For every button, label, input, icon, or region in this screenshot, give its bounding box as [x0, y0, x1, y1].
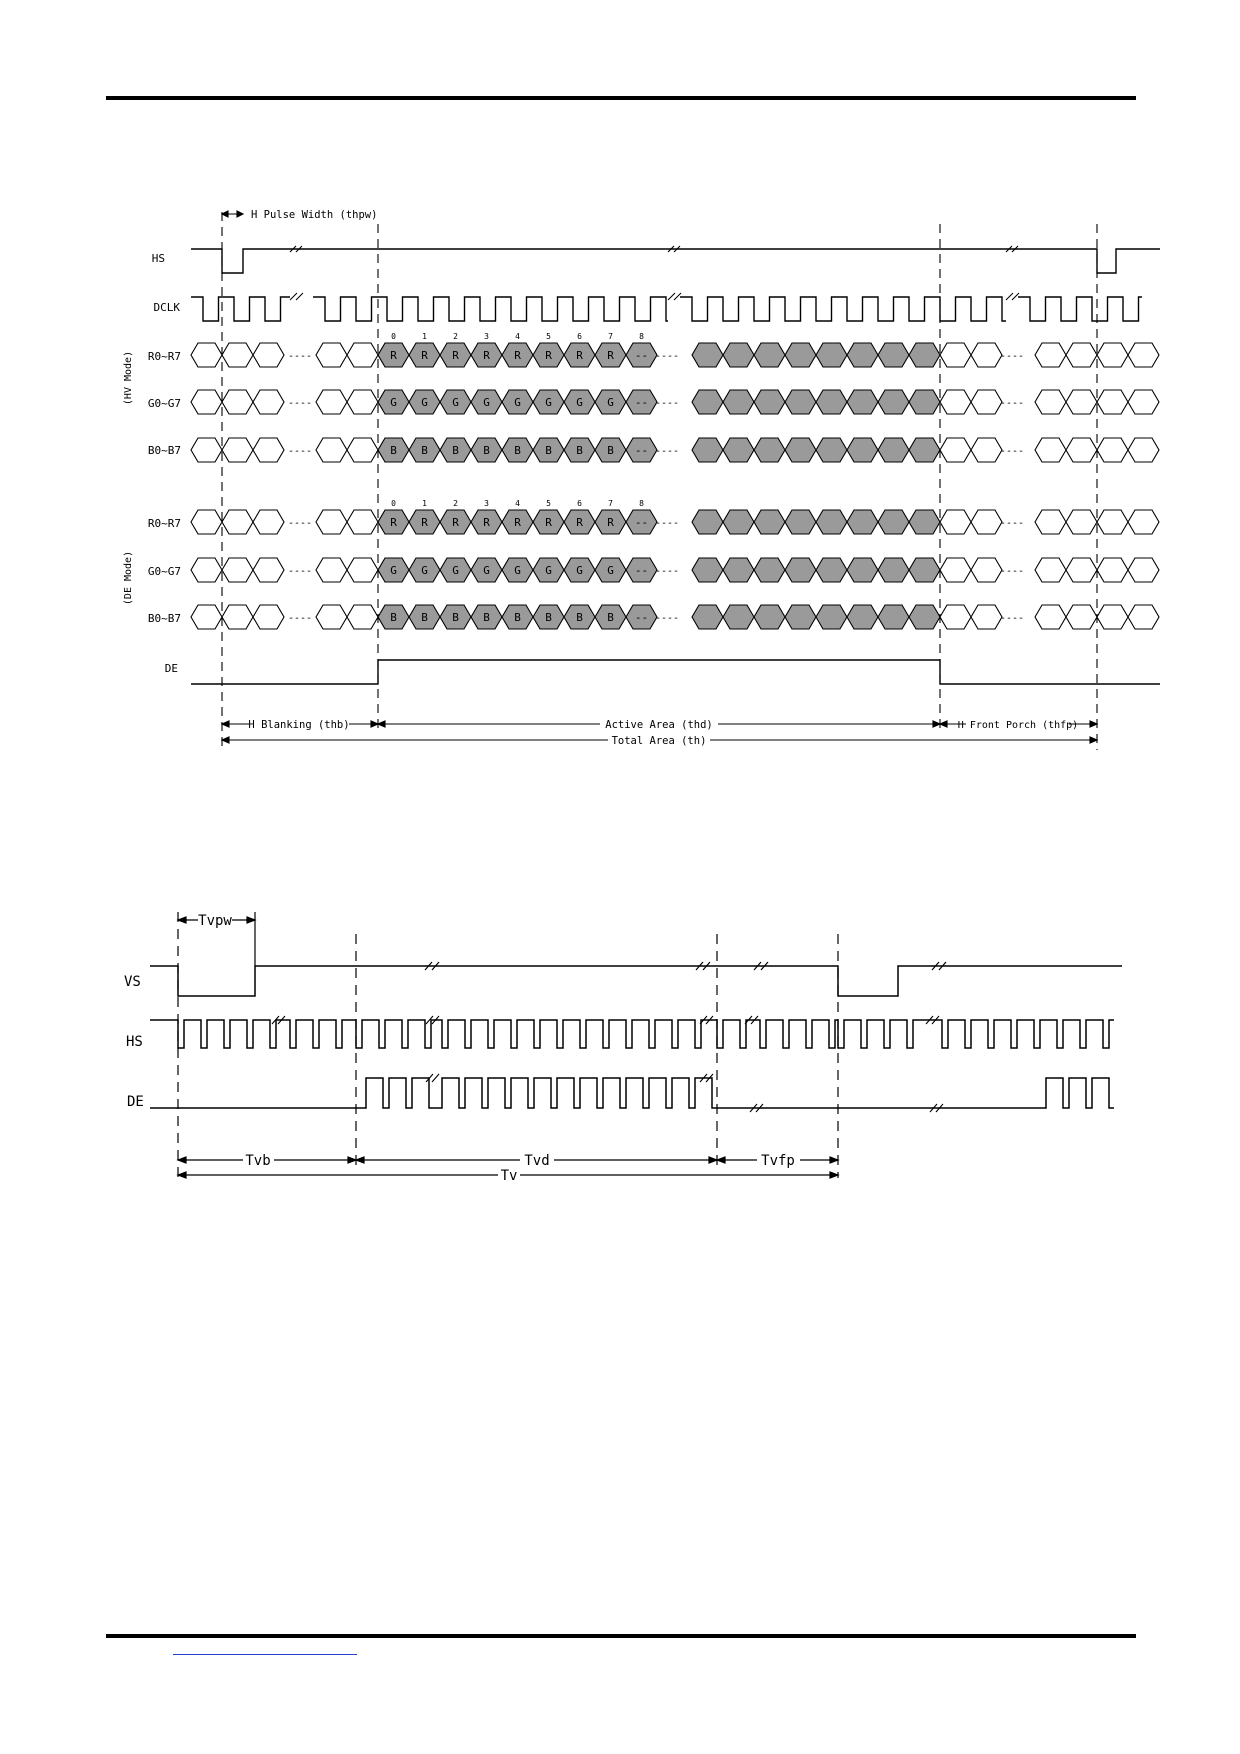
- active-cell: [785, 343, 816, 367]
- blank-cell: [316, 438, 347, 462]
- active-cell: [909, 558, 940, 582]
- tvb-label: Tvb: [245, 1153, 271, 1169]
- blank-cell: [347, 438, 378, 462]
- blank-cell: [253, 510, 284, 534]
- vertical-timing-diagram: [124, 912, 1122, 1184]
- blank-cell: [1035, 343, 1066, 367]
- blank-cell: [347, 558, 378, 582]
- active-cell-label: G: [576, 396, 583, 409]
- active-cell-label: G: [545, 564, 552, 577]
- active-cell-label: R: [452, 516, 459, 529]
- pulse-width-annotation: [222, 209, 377, 221]
- active-cell-label: B: [390, 611, 397, 624]
- blank-cell: [1035, 438, 1066, 462]
- vertical-dimension-lines: [178, 1153, 838, 1184]
- blank-cell: [1128, 510, 1159, 534]
- active-cell-label: R: [576, 349, 583, 362]
- blanking-label: H Blanking (thb): [248, 719, 350, 731]
- de-mode-group-label: (DE Mode): [123, 550, 134, 606]
- horizontal-dimension-lines: [222, 719, 1097, 747]
- blank-cell: [191, 558, 222, 582]
- vs-signal-label: VS: [124, 974, 141, 990]
- pixel-index-label: 6: [577, 499, 582, 508]
- active-cell: [878, 390, 909, 414]
- active-cell: [723, 558, 754, 582]
- active-cell-label: B: [452, 444, 459, 457]
- blank-cell: [222, 510, 253, 534]
- blank-cell: [940, 438, 971, 462]
- blank-cell: [1097, 510, 1128, 534]
- active-cell-label: G: [607, 396, 614, 409]
- active-cell-label: B: [390, 444, 397, 457]
- active-cell-label: B: [545, 611, 552, 624]
- active-cell-label: B: [607, 444, 614, 457]
- bus-ellipsis: ----: [999, 446, 1025, 457]
- pixel-index-label: 1: [422, 332, 427, 341]
- blank-cell: [940, 558, 971, 582]
- blank-cell: [940, 605, 971, 629]
- blank-cell: [316, 605, 347, 629]
- blank-cell: [191, 390, 222, 414]
- active-cell-label: G: [545, 396, 552, 409]
- bus-ellipsis: ----: [999, 351, 1025, 362]
- bus-ellipsis: ----: [654, 351, 680, 362]
- active-cell-label: G: [452, 396, 459, 409]
- blank-cell: [971, 438, 1002, 462]
- active-cell: [754, 510, 785, 534]
- hv-r-label: R0~R7: [147, 350, 181, 363]
- tv-label: Tv: [500, 1168, 518, 1184]
- active-cell: [723, 605, 754, 629]
- active-cell: [878, 605, 909, 629]
- active-cell: [785, 390, 816, 414]
- active-cell-label: G: [576, 564, 583, 577]
- active-cell-label: G: [390, 396, 397, 409]
- active-cell-label: B: [576, 611, 583, 624]
- active-cell-label: B: [452, 611, 459, 624]
- active-cell: [692, 390, 723, 414]
- pixel-index-label: 8: [639, 332, 644, 341]
- active-cell-label: G: [452, 564, 459, 577]
- dclk-segment: [313, 297, 668, 321]
- active-cell: [878, 343, 909, 367]
- blank-cell: [1128, 390, 1159, 414]
- pixel-index-label: 7: [608, 332, 613, 341]
- active-cell-label: --: [634, 516, 649, 529]
- active-cell-label: R: [545, 349, 552, 362]
- active-cell: [785, 438, 816, 462]
- blank-cell: [1035, 510, 1066, 534]
- pixel-index-label: 6: [577, 332, 582, 341]
- active-cell: [723, 510, 754, 534]
- active-cell: [816, 343, 847, 367]
- hs-signal-label: HS: [151, 252, 165, 265]
- blank-cell: [316, 510, 347, 534]
- active-cell-label: R: [607, 516, 614, 529]
- active-cell-label: --: [634, 611, 649, 624]
- active-cell-label: B: [483, 444, 490, 457]
- active-cell: [754, 558, 785, 582]
- de-signal-label: DE: [164, 662, 178, 675]
- active-cell-label: G: [483, 564, 490, 577]
- blank-cell: [316, 558, 347, 582]
- bus-ellipsis: ----: [287, 398, 313, 409]
- active-cell-label: B: [514, 611, 521, 624]
- pixel-index-label: 3: [484, 499, 489, 508]
- blank-cell: [971, 510, 1002, 534]
- pixel-index-label: 7: [608, 499, 613, 508]
- blank-cell: [222, 438, 253, 462]
- bus-ellipsis: ----: [654, 518, 680, 529]
- pixel-index-label: 2: [453, 499, 458, 508]
- tvpw-label: Tvpw: [198, 913, 232, 929]
- pixel-index-label: 2: [453, 332, 458, 341]
- active-cell-label: R: [514, 516, 521, 529]
- blank-cell: [347, 390, 378, 414]
- active-cell-label: R: [483, 349, 490, 362]
- dclk-break-mark: [668, 293, 681, 300]
- blank-cell: [191, 510, 222, 534]
- pixel-index-label: 0: [391, 332, 396, 341]
- bus-ellipsis: ----: [287, 351, 313, 362]
- blank-cell: [940, 390, 971, 414]
- active-cell-label: B: [483, 611, 490, 624]
- active-cell-label: G: [421, 396, 428, 409]
- pixel-index-label: 4: [515, 499, 520, 508]
- active-cell-label: B: [421, 611, 428, 624]
- active-cell-label: B: [545, 444, 552, 457]
- bus-ellipsis: ----: [654, 566, 680, 577]
- blank-cell: [191, 343, 222, 367]
- blank-cell: [316, 390, 347, 414]
- active-cell: [909, 390, 940, 414]
- active-cell: [847, 510, 878, 534]
- dclk-signal-label: DCLK: [153, 301, 180, 314]
- tvfp-label: Tvfp: [761, 1153, 795, 1169]
- dclk-segment: [191, 297, 290, 321]
- de-waveform: [191, 660, 1160, 684]
- active-area-label: Active Area (thd): [605, 719, 713, 731]
- pixel-index-label: 5: [546, 332, 551, 341]
- tvd-label: Tvd: [524, 1153, 550, 1169]
- de-b-label: B0~B7: [147, 612, 181, 625]
- active-cell-label: B: [514, 444, 521, 457]
- pixel-index-label: 8: [639, 499, 644, 508]
- bus-ellipsis: ----: [287, 518, 313, 529]
- active-cell: [878, 510, 909, 534]
- blank-cell: [1097, 438, 1128, 462]
- active-cell-label: R: [452, 349, 459, 362]
- active-cell: [723, 438, 754, 462]
- blank-cell: [1035, 605, 1066, 629]
- vs-hs-waveform: [150, 1016, 1114, 1048]
- active-cell-label: B: [576, 444, 583, 457]
- blank-cell: [1066, 343, 1097, 367]
- blank-cell: [1066, 390, 1097, 414]
- active-cell-label: --: [634, 564, 649, 577]
- front-porch-label: H Front Porch (thfp): [957, 720, 1079, 731]
- active-cell: [816, 438, 847, 462]
- active-cell: [692, 605, 723, 629]
- active-cell: [816, 510, 847, 534]
- pixel-index-label: 3: [484, 332, 489, 341]
- total-area-label: Total Area (th): [611, 735, 707, 747]
- blank-cell: [316, 343, 347, 367]
- horizontal-reference-lines: [222, 212, 1097, 750]
- blank-cell: [222, 343, 253, 367]
- active-cell: [692, 438, 723, 462]
- blank-cell: [971, 343, 1002, 367]
- active-cell: [847, 390, 878, 414]
- active-cell: [692, 510, 723, 534]
- bus-ellipsis: ----: [287, 613, 313, 624]
- blank-cell: [1097, 343, 1128, 367]
- pixel-index-label: 0: [391, 499, 396, 508]
- active-cell: [785, 510, 816, 534]
- active-cell-label: R: [607, 349, 614, 362]
- blank-cell: [253, 343, 284, 367]
- blank-cell: [1035, 558, 1066, 582]
- blank-cell: [1097, 605, 1128, 629]
- active-cell-label: G: [514, 396, 521, 409]
- blank-cell: [222, 390, 253, 414]
- vertical-reference-lines: [178, 912, 838, 1178]
- blank-cell: [940, 343, 971, 367]
- blank-cell: [347, 343, 378, 367]
- blank-cell: [253, 438, 284, 462]
- dclk-segment: [1018, 297, 1142, 321]
- active-cell: [785, 605, 816, 629]
- bus-ellipsis: ----: [999, 518, 1025, 529]
- vs-waveform: [150, 966, 1122, 996]
- active-cell: [909, 605, 940, 629]
- pixel-index-label: 4: [515, 332, 520, 341]
- active-cell: [723, 343, 754, 367]
- active-cell-label: R: [576, 516, 583, 529]
- data-bus-rows: [191, 332, 1159, 629]
- bus-ellipsis: ----: [999, 566, 1025, 577]
- blank-cell: [1128, 558, 1159, 582]
- active-cell: [754, 343, 785, 367]
- dclk-break-mark: [1006, 293, 1019, 300]
- active-cell-label: R: [390, 349, 397, 362]
- active-cell-label: R: [421, 349, 428, 362]
- blank-cell: [1035, 390, 1066, 414]
- de-g-label: G0~G7: [147, 565, 181, 578]
- blank-cell: [253, 390, 284, 414]
- active-cell: [847, 343, 878, 367]
- pixel-index-label: 1: [422, 499, 427, 508]
- blank-cell: [1066, 558, 1097, 582]
- active-cell-label: --: [634, 396, 649, 409]
- bus-ellipsis: ----: [654, 613, 680, 624]
- blank-cell: [222, 558, 253, 582]
- active-cell-label: B: [421, 444, 428, 457]
- vs-de-signal-label: DE: [127, 1094, 144, 1110]
- blank-cell: [1066, 605, 1097, 629]
- active-cell: [847, 605, 878, 629]
- blank-cell: [971, 558, 1002, 582]
- bus-ellipsis: ----: [287, 446, 313, 457]
- hv-mode-group-label: (HV Mode): [123, 350, 134, 406]
- hs-waveform: [191, 249, 1160, 273]
- blank-cell: [971, 605, 1002, 629]
- active-cell-label: G: [421, 564, 428, 577]
- active-cell: [847, 438, 878, 462]
- blank-cell: [1097, 390, 1128, 414]
- tvpw-annotation: [178, 912, 255, 966]
- blank-cell: [347, 510, 378, 534]
- blank-cell: [1097, 558, 1128, 582]
- bus-ellipsis: ----: [287, 566, 313, 577]
- active-cell: [785, 558, 816, 582]
- pixel-index-label: 5: [546, 499, 551, 508]
- active-cell-label: R: [483, 516, 490, 529]
- active-cell: [723, 390, 754, 414]
- active-cell-label: G: [607, 564, 614, 577]
- active-cell-label: R: [514, 349, 521, 362]
- vs-de-waveform: [150, 1074, 1114, 1112]
- active-cell-label: --: [634, 444, 649, 457]
- bus-ellipsis: ----: [654, 398, 680, 409]
- blank-cell: [191, 605, 222, 629]
- blank-cell: [1128, 438, 1159, 462]
- active-cell: [754, 390, 785, 414]
- active-cell-label: B: [607, 611, 614, 624]
- active-cell: [816, 605, 847, 629]
- active-cell: [909, 438, 940, 462]
- dclk-segment: [680, 297, 1006, 321]
- active-cell: [847, 558, 878, 582]
- horizontal-timing-diagram: [123, 209, 1160, 750]
- blank-cell: [222, 605, 253, 629]
- de-pulse-train: [150, 1078, 1114, 1108]
- blank-cell: [1066, 438, 1097, 462]
- bus-ellipsis: ----: [999, 613, 1025, 624]
- active-cell: [754, 438, 785, 462]
- bus-ellipsis: ----: [654, 446, 680, 457]
- blank-cell: [1066, 510, 1097, 534]
- active-cell-label: R: [390, 516, 397, 529]
- blank-cell: [191, 438, 222, 462]
- active-cell-label: G: [514, 564, 521, 577]
- blank-cell: [347, 605, 378, 629]
- active-cell-label: --: [634, 349, 649, 362]
- active-cell: [878, 438, 909, 462]
- active-cell: [878, 558, 909, 582]
- blank-cell: [971, 390, 1002, 414]
- active-cell: [692, 558, 723, 582]
- active-cell: [909, 510, 940, 534]
- active-cell-label: R: [421, 516, 428, 529]
- blank-cell: [1128, 605, 1159, 629]
- active-cell: [816, 390, 847, 414]
- blank-cell: [1128, 343, 1159, 367]
- dclk-waveform: [191, 293, 1142, 321]
- active-cell: [909, 343, 940, 367]
- active-cell: [754, 605, 785, 629]
- active-cell-label: R: [545, 516, 552, 529]
- active-cell-label: G: [483, 396, 490, 409]
- active-cell: [816, 558, 847, 582]
- hv-b-label: B0~B7: [147, 444, 181, 457]
- pulse-width-label: H Pulse Width (thpw): [251, 209, 378, 221]
- hs-pulse-train: [150, 1020, 1114, 1048]
- blank-cell: [253, 605, 284, 629]
- active-cell: [692, 343, 723, 367]
- hv-g-label: G0~G7: [147, 397, 181, 410]
- bus-ellipsis: ----: [999, 398, 1025, 409]
- blank-cell: [940, 510, 971, 534]
- vs-hs-signal-label: HS: [126, 1034, 143, 1050]
- dclk-break-mark: [290, 293, 303, 300]
- de-r-label: R0~R7: [147, 517, 181, 530]
- blank-cell: [253, 558, 284, 582]
- active-cell-label: G: [390, 564, 397, 577]
